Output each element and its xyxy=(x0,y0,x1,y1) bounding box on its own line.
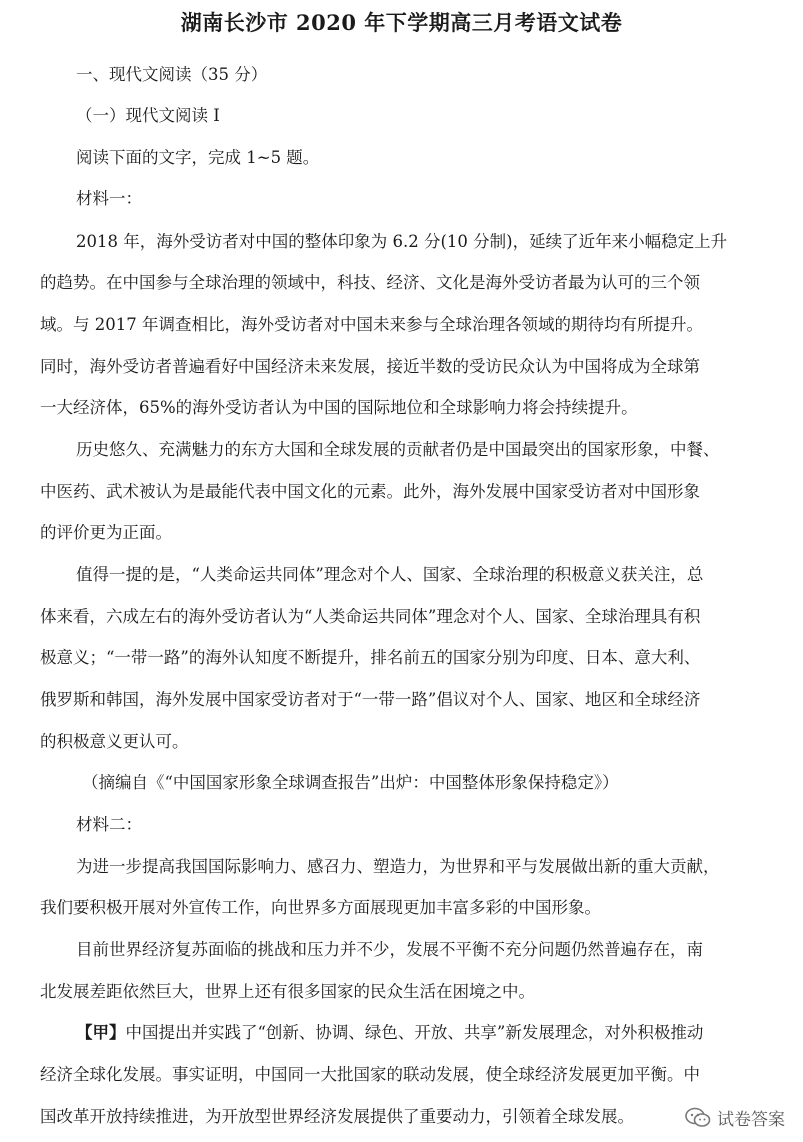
m2-p3-line: 中国提出并实践了“创新、协调、绿色、开放、共享”新发展理念，对外积极推动 xyxy=(125,1023,704,1042)
m2-p3-line: 国改革开放持续推进，为开放型世界经济发展提供了重要动力，引领着全球发展。 xyxy=(40,1107,634,1126)
wechat-icon xyxy=(685,1107,711,1129)
m2-p1-line: 我们要积极开展对外宣传工作，向世界多方面展现更加丰富多彩的中国形象。 xyxy=(40,898,601,917)
m1-p3-line: 俄罗斯和韩国，海外发展中国家受访者对于“一带一路”倡议对个人、国家、地区和全球经济 xyxy=(40,690,701,709)
instruction-text: 阅读下面的文字，完成 1~5 题。 xyxy=(76,148,320,167)
m1-p2-line: 中医药、武术被认为是最能代表中国文化的元素。此外，海外发展中国家受访者对中国形象 xyxy=(40,482,700,501)
source-citation: （摘编自《“中国国家形象全球调查报告”出炉：中国整体形象保持稳定》） xyxy=(82,773,619,792)
m2-p2-line: 北发展差距依然巨大，世界上还有很多国家的民众生活在困境之中。 xyxy=(40,982,535,1001)
material-one-label: 材料一： xyxy=(76,189,142,208)
m1-p1-line: 的趋势。在中国参与全球治理的领域中，科技、经济、文化是海外受访者最为认可的三个领 xyxy=(40,273,700,292)
m1-p3-line: 值得一提的是，“人类命运共同体”理念对个人、国家、全球治理的积极意义获关注，总 xyxy=(76,565,704,584)
passage-mark-jia: 【甲】 xyxy=(76,1023,126,1042)
m1-p1-line: 同时，海外受访者普遍看好中国经济未来发展，接近半数的受访民众认为中国将成为全球第 xyxy=(40,357,700,376)
m1-p1-line: 域。与 2017 年调查相比，海外受访者对中国未来参与全球治理各领域的期待均有所提升。 xyxy=(40,315,703,334)
m1-p2-line: 历史悠久、充满魅力的东方大国和全球发展的贡献者仍是中国最突出的国家形象，中餐、 xyxy=(76,440,720,459)
m2-p1-line: 为进一步提高我国国际影响力、感召力、塑造力，为世界和平与发展做出新的重大贡献， xyxy=(76,857,720,876)
m2-p3-line: 经济全球化发展。事实证明，中国同一大批国家的联动发展，使全球经济发展更加平衡。中 xyxy=(40,1065,700,1084)
m1-p1-line: 2018 年，海外受访者对中国的整体印象为 6.2 分(10 分制)，延续了近年来小幅稳定上升 xyxy=(76,232,728,251)
material-two-label: 材料二： xyxy=(76,815,142,834)
watermark-text: 试卷答案 xyxy=(717,1110,785,1130)
m1-p3-line: 体来看，六成左右的海外受访者认为“人类命运共同体”理念对个人、国家、全球治理具有积 xyxy=(40,607,701,626)
subsection-heading: （一）现代文阅读 I xyxy=(76,106,220,125)
watermark xyxy=(685,1105,785,1130)
m1-p3-line: 极意义；“一带一路”的海外认知度不断提升，排名前五的国家分别为印度、日本、意大利、 xyxy=(40,648,701,667)
m1-p2-line: 的评价更为正面。 xyxy=(40,523,172,542)
m2-p2-line: 目前世界经济复苏面临的挑战和压力并不少，发展不平衡不充分问题仍然普遍存在，南 xyxy=(76,940,703,959)
page-title: 湖南长沙市 2020 年下学期高三月考语文试卷 xyxy=(180,10,623,35)
m2-p3-first-line xyxy=(76,1022,803,1044)
m1-p1-line: 一大经济体，65%的海外受访者认为中国的国际地位和全球影响力将会持续提升。 xyxy=(40,398,638,417)
m1-p3-line: 的积极意义更认可。 xyxy=(40,732,189,751)
section-heading: 一、现代文阅读（35 分） xyxy=(76,65,268,84)
